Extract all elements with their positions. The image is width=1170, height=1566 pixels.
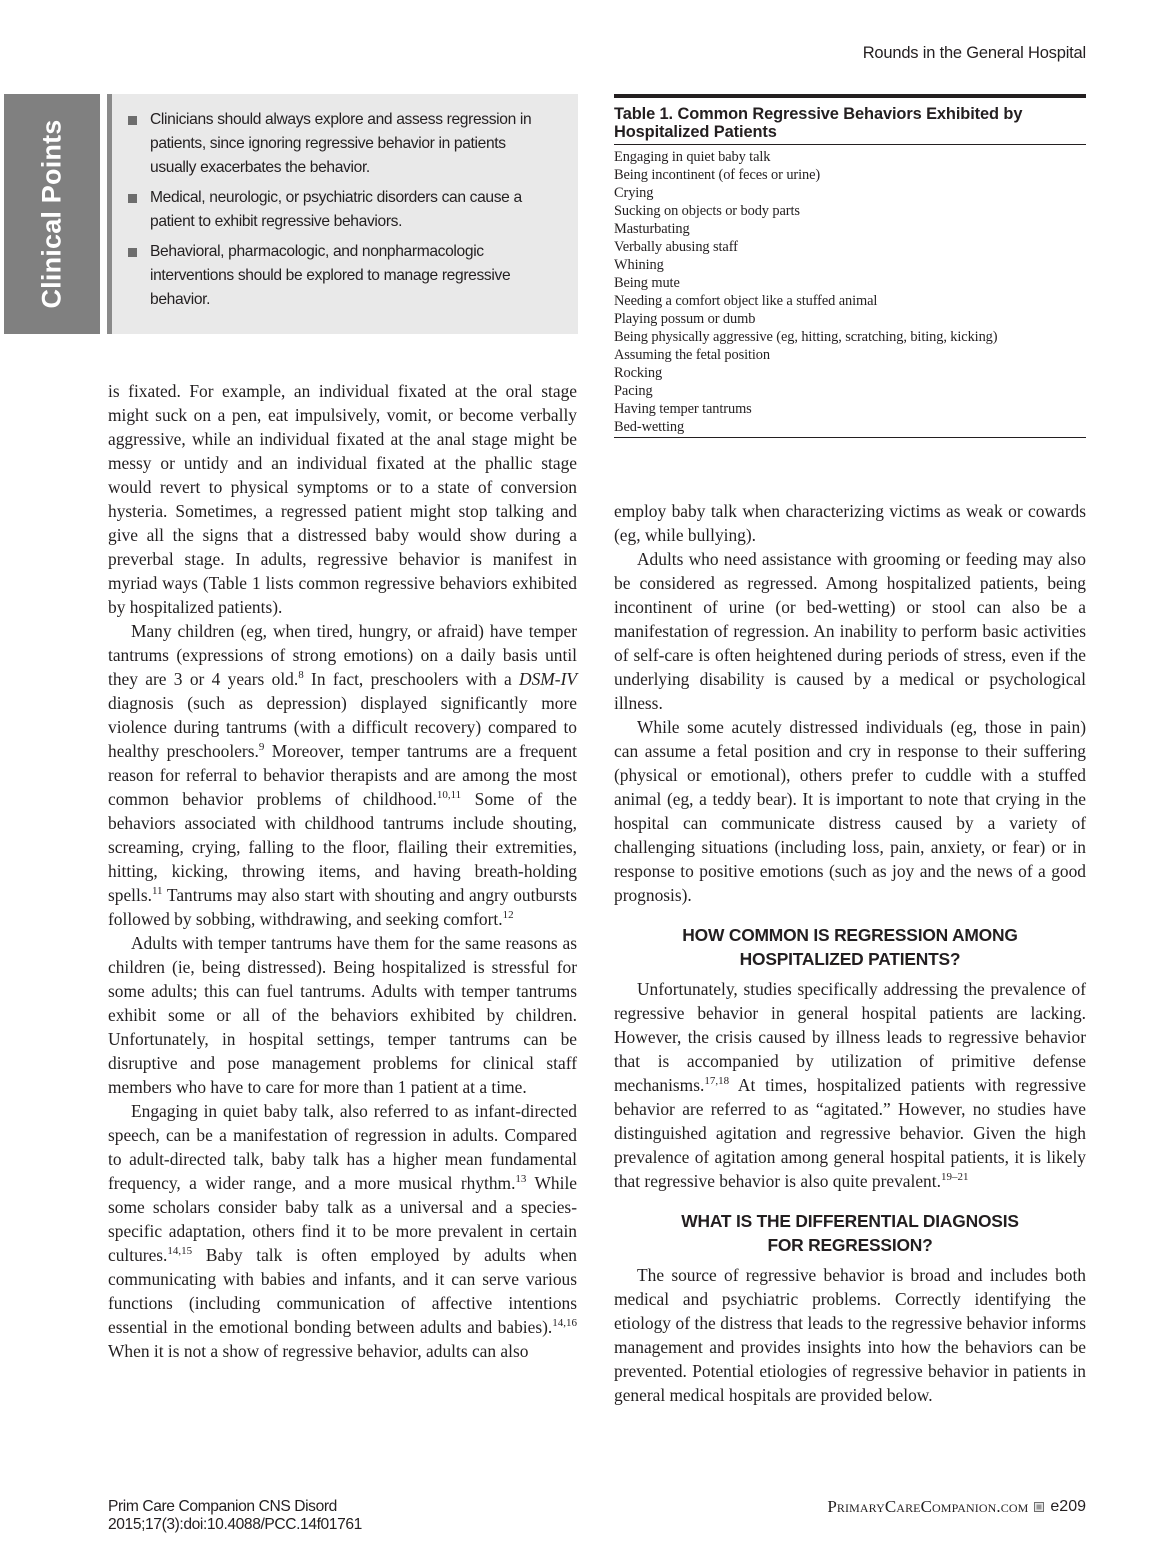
table-row: Engaging in quiet baby talk — [614, 149, 771, 165]
table-row: Verbally abusing staff — [614, 239, 738, 255]
citation-ref: 14,16 — [552, 1317, 577, 1329]
section-heading-prevalence: HOW COMMON IS REGRESSION AMONG HOSPITALIZED PATIENTS? — [682, 925, 1018, 969]
clinical-points-tab — [4, 94, 100, 334]
footer-journal: Prim Care Companion CNS Disord — [108, 1498, 337, 1515]
table-row: Masturbating — [614, 221, 690, 237]
table-row: Being physically aggressive (eg, hitting, scratching, biting, kicking) — [614, 329, 998, 345]
citation-ref: 17,18 — [704, 1075, 730, 1087]
table-row: Crying — [614, 185, 654, 201]
table-row: Playing possum or dumb — [614, 311, 756, 327]
left-column — [108, 379, 577, 1363]
page-number: e209 — [1050, 1498, 1086, 1515]
square-bullet-icon — [128, 248, 137, 257]
table-row: Sucking on objects or body parts — [614, 203, 800, 219]
clinical-point-item: Medical, neurologic, or psychiatric disorders can cause a patient to exhibit regressive behaviors. — [150, 186, 554, 234]
body-paragraph: Many children (eg, when tired, hungry, or afraid) have temper tantrums (expressions of strong emotions) on a daily basis until they are 3 or 4 years old.$^8$ In fact, preschoolers with a DSM-IV diagnosis (such as depression) displayed significantly more violence during tantrums (with a difficult recovery) compared to healthy preschoolers.$^9$ Moreover, temper tantrums are a frequent reason for referral to behavior therapists and are among the most common behavior problems of childhood.$^{10,11}$ Some of the behaviors associated with childhood tantrums include shouting, screaming, crying, falling to the floor, flailing their extremities, hitting, kicking, throwing items, and having breath-holding spells.$^{11}$ Tantrums may also start with shouting and angry outbursts followed by sobbing, withdrawing, and seeking comfort.$^{12}$ — [108, 621, 577, 929]
citation-ref: 10,11 — [436, 789, 462, 801]
table-row: Bed-wetting — [614, 419, 685, 435]
footer-citation — [108, 1498, 362, 1534]
body-paragraph: Unfortunately, studies specifically addressing the prevalence of regressive behavior in general hospital patients are lacking. However, the crisis caused by illness leads to regressive behavior that is accompanied by utilization of primitive defense mechanisms.$^{17,18}$ At times, hospitalized patients with regressive behavior are referred to as “agitated.” However, no studies have distinguished agitation and regressive behavior. Given the high prevalence of agitation among general hospital patients, it is likely that regressive behavior is also quite prevalent.$^{19-21}$ — [614, 979, 1086, 1191]
body-paragraph: The source of regressive behavior is broad and includes both medical and psychiatric problems. Correctly identifying the etiology of the distress that leads to the regressive behavior informs management and provides insights into how the behaviors can be prevented. Potential etiologies of regressive behavior in patients in general medical hospitals are provided below. — [614, 1265, 1086, 1405]
footer-page-info — [827, 1498, 1086, 1516]
square-separator-icon — [1034, 1502, 1044, 1512]
clinical-points-label: Clinical Points — [36, 119, 67, 309]
table-row: Whining — [614, 257, 664, 273]
footer-doi: 2015;17(3):doi:10.4088/PCC.14f01761 — [108, 1516, 362, 1533]
right-column — [614, 499, 1086, 1407]
body-paragraph: Adults who need assistance with grooming or feeding may also be considered as regressed. Among hospitalized patients, being incontinent of urine (or bed-wetting) or stool can also be a manifestation of regression. An inability to perform basic activities of self-care is often heightened during periods of stress, even if the underlying disability is caused by a medical or psychological illness. — [614, 549, 1086, 713]
citation-ref: 14,15 — [167, 1245, 193, 1257]
table-row: Rocking — [614, 365, 663, 381]
table-row: Pacing — [614, 383, 653, 399]
citation-ref: 9 — [258, 741, 265, 753]
clinical-points-list — [112, 94, 578, 312]
citation-ref: 19–21 — [940, 1171, 969, 1183]
body-paragraph: Adults with temper tantrums have them for the same reasons as children (ie, being distressed). Being hospitalized is stressful for some adults; this can fuel tantrums. Adults with temper tantrums exhibit some or all of the behaviors exhibited by children. Unfortunately, in hospital settings, temper tantrums can be disruptive and pose management problems for clinical staff members who have to care for more than 1 patient at a time. — [108, 933, 577, 1097]
table-top-rule — [614, 94, 1086, 98]
citation-ref: 8 — [298, 669, 304, 681]
footer-site-link[interactable]: PrimaryCareCompanion.com — [827, 1497, 1029, 1516]
body-paragraph: is fixated. For example, an individual fixated at the oral stage might suck on a pen, eat impulsively, vomit, or become verbally aggressive, while an individual fixated at the anal stage might be messy or untidy and an individual fixated at the phallic stage would revert to physical symptoms or to a state of conversion hysteria. Sometimes, a regressed patient might stop talking and give all the signs that a distressed baby would show during a preverbal stage. In adults, regressive behavior is manifest in myriad ways (Table 1 lists common regressive behaviors exhibited by hospitalized patients). — [108, 381, 577, 617]
table-title: Table 1. Common Regressive Behaviors Exhibited by Hospitalized Patients — [614, 105, 1086, 145]
table-row: Having temper tantrums — [614, 401, 752, 417]
table-row: Needing a comfort object like a stuffed animal — [614, 293, 878, 309]
table-rows — [614, 145, 1086, 438]
citation-ref: 13 — [515, 1173, 527, 1185]
body-paragraph: Engaging in quiet baby talk, also referred to as infant-directed speech, can be a manifestation of regression in adults. Compared to adult-directed talk, baby talk has a higher mean fundamental frequency, a wider range, and a more musical rhythm.$^{13}$ While some scholars consider baby talk as a universal and a species-specific adaptation, others find it to be more prevalent in certain cultures.$^{14,15}$ Baby talk is often employed by adults when communicating with babies and infants, and it can serve various functions (including communication of affective intentions essential in the emotional bonding between adults and babies).$^{14,16}$ When it is not a show of regressive behavior, adults can also — [108, 1101, 577, 1361]
clinical-point-item: Clinicians should always explore and assess regression in patients, since ignoring regressive behavior in patients usually exacerbates the behavior. — [150, 108, 554, 180]
clinical-point-item: Behavioral, pharmacologic, and nonpharmacologic interventions should be explored to manage regressive behavior. — [150, 240, 554, 312]
table-row: Being incontinent (of feces or urine) — [614, 167, 821, 183]
body-paragraph: While some acutely distressed individuals (eg, those in pain) can assume a fetal position and cry in response to their suffering (physical or emotional), others prefer to cuddle with a stuffed animal (eg, a teddy bear). It is important to note that crying in the hospital can communicate distress caused by a variety of challenging situations (including loss, pain, anxiety, or fear) or in response to positive emotions (such as joy and the news of a good prognosis). — [614, 717, 1086, 905]
section-heading-differential: WHAT IS THE DIFFERENTIAL DIAGNOSIS FOR REGRESSION? — [681, 1211, 1019, 1255]
table-row: Being mute — [614, 275, 680, 291]
table-row: Assuming the fetal position — [614, 347, 770, 363]
citation-ref: 11 — [151, 885, 163, 897]
table-1 — [614, 94, 1086, 438]
running-head: Rounds in the General Hospital — [862, 44, 1086, 62]
citation-ref: 12 — [502, 909, 514, 921]
square-bullet-icon — [128, 194, 137, 203]
body-paragraph: employ baby talk when characterizing victims as weak or cowards (eg, while bullying). — [614, 501, 1086, 545]
clinical-points-panel — [112, 94, 578, 334]
square-bullet-icon — [128, 116, 137, 125]
